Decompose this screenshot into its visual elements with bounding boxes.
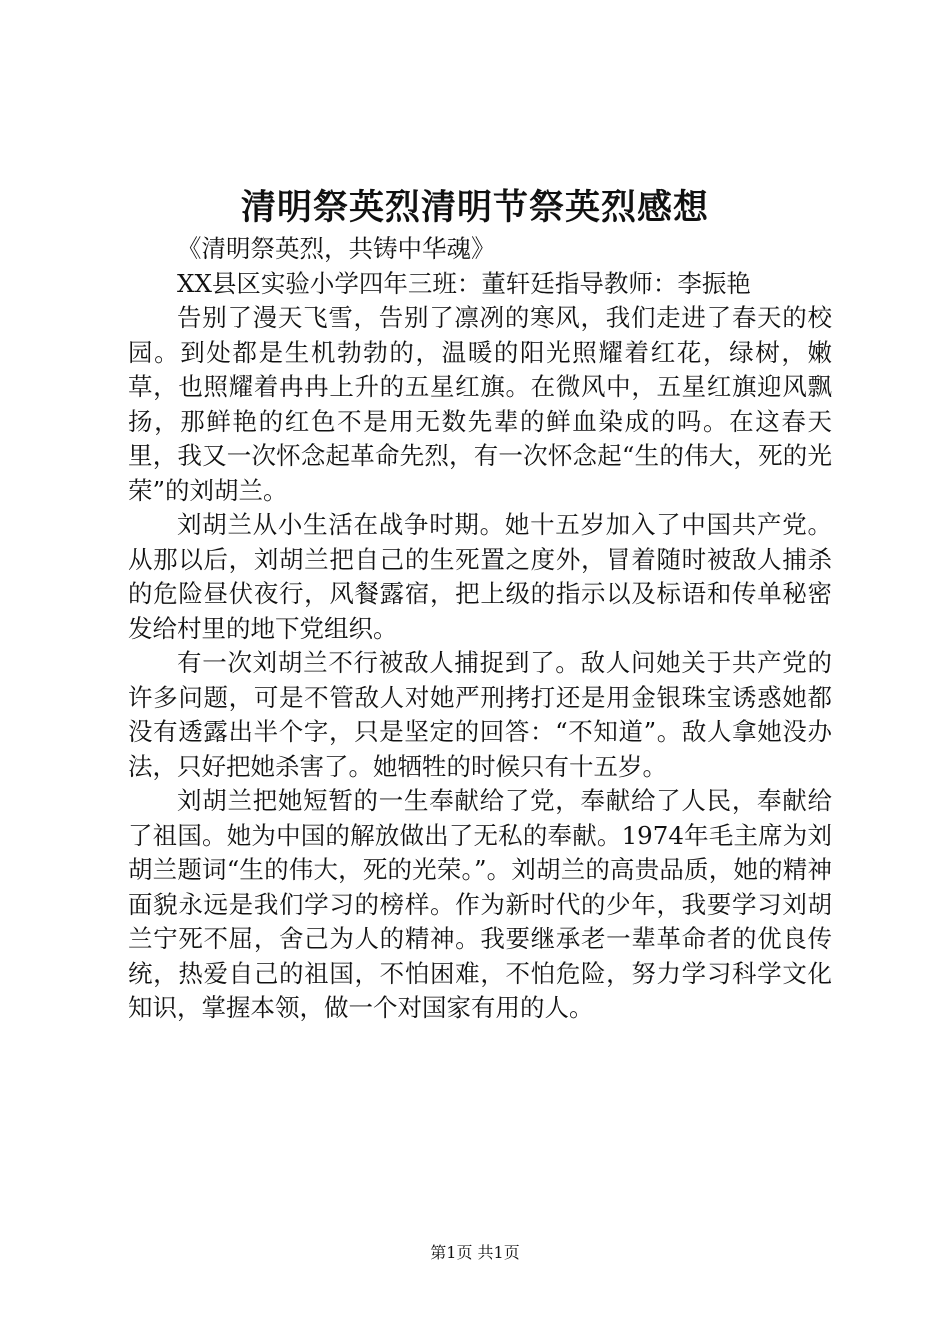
author-line: XX县区实验小学四年三班：董轩廷指导教师：李振艳	[177, 268, 751, 298]
paragraph-3: 有一次刘胡兰不行被敌人捕捉到了。敌人问她关于共产党的许多问题，可是不管敌人对她严刑拷打还是用金银珠宝诱惑她都没有透露出半个字，只是坚定的回答：“不知道”。敌人拿她没办法，只好把她杀害了。她牺牲的时候只有十五岁。	[128, 648, 832, 781]
document-title: 清明祭英烈清明节祭英烈感想	[240, 187, 709, 228]
paragraph-1: 告别了漫天飞雪，告别了凛冽的寒风，我们走进了春天的校园。到处都是生机勃勃的，温暖的阳光照耀着红花，绿树，嫩草，也照耀着冉冉上升的五星红旗。在微风中，五星红旗迎风飘扬，那鲜艳的红色不是用无数先辈的鲜血染成的吗。在这春天里，我又一次怀念起革命先烈，有一次怀念起“生的伟大，死的光荣”的刘胡兰。	[128, 303, 832, 505]
document-body	[128, 232, 832, 1026]
document-subtitle: 《清明祭英烈，共铸中华魂》	[177, 234, 496, 263]
paragraph-2: 刘胡兰从小生活在战争时期。她十五岁加入了中国共产党。从那以后，刘胡兰把自己的生死置之度外，冒着随时被敌人捕杀的危险昼伏夜行，风餐露宿，把上级的指示以及标语和传单秘密发给村里的地下党组织。	[128, 510, 832, 643]
paragraph-4: 刘胡兰把她短暂的一生奉献给了党，奉献给了人民，奉献给了祖国。她为中国的解放做出了无私的奉献。1974年毛主席为刘胡兰题词“生的伟大，死的光荣。”。刘胡兰的高贵品质，她的精神面貌永远是我们学习的榜样。作为新时代的少年，我要学习刘胡兰宁死不屈，舍己为人的精神。我要继承老一辈革命者的优良传统，热爱自己的祖国，不怕困难，不怕危险，努力学习科学文化知识，掌握本领，做一个对国家有用的人。	[128, 786, 832, 1022]
page-footer: 第1页 共1页	[430, 1243, 520, 1262]
